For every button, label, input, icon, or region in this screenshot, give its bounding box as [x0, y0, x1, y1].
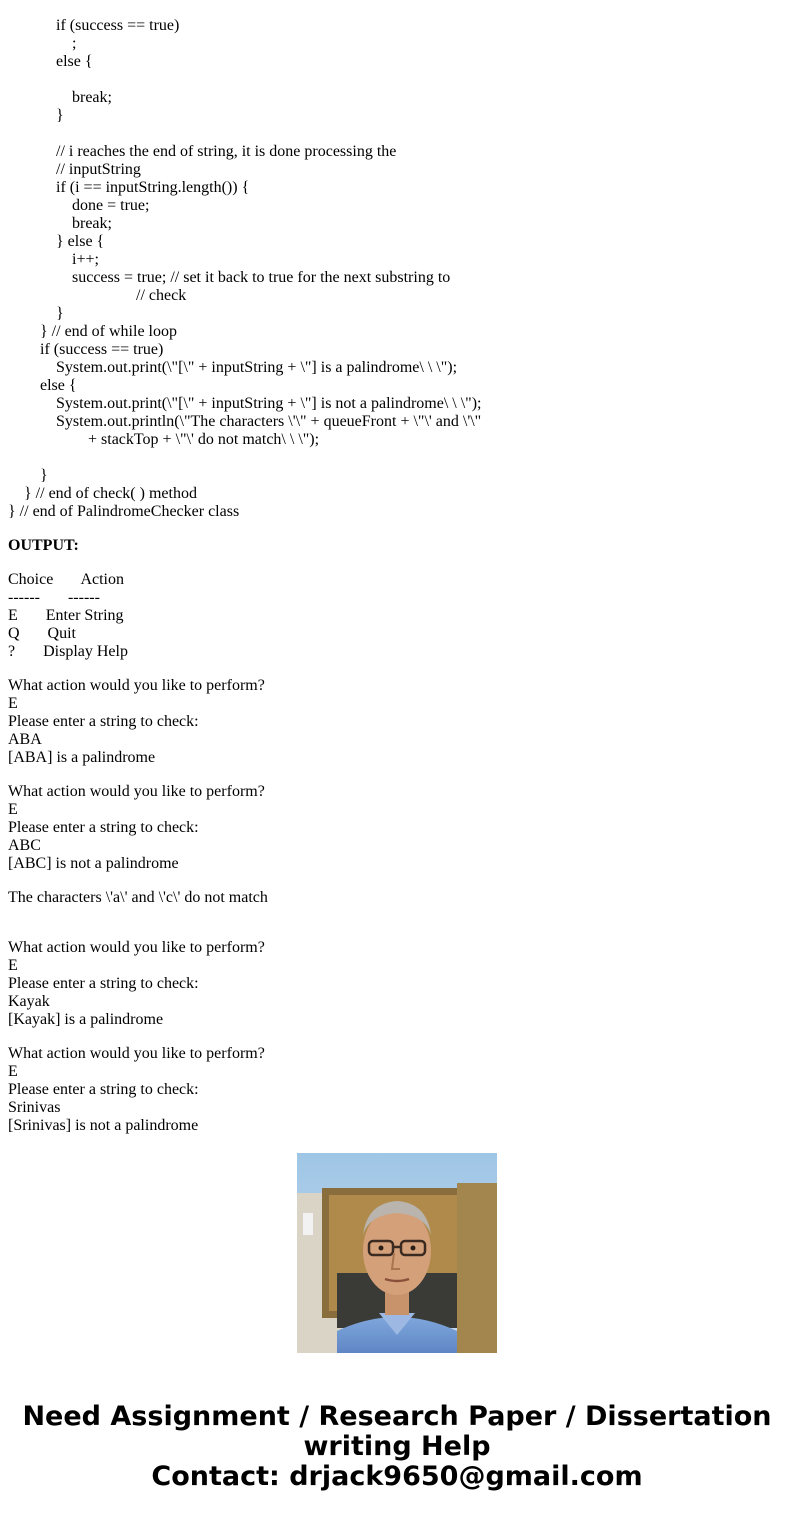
code-line: } — [56, 305, 64, 322]
code-line: i++; — [72, 251, 99, 268]
code-line: else { — [40, 377, 77, 394]
output-line: What action would you like to perform? — [8, 783, 265, 800]
code-line: // i reaches the end of string, it is done processing the — [56, 143, 397, 160]
code-line: // check — [136, 287, 187, 304]
output-line: E — [8, 801, 18, 818]
output-line: [ABC] is not a palindrome — [8, 855, 179, 872]
output-line: What action would you like to perform? — [8, 1045, 265, 1062]
code-line: } // end of while loop — [40, 323, 177, 340]
menu-row: Q Quit — [8, 625, 76, 642]
spacer — [8, 661, 788, 677]
menu-table — [8, 571, 788, 661]
menu-row: ? Display Help — [8, 643, 128, 660]
output-line: E — [8, 957, 18, 974]
code-line: System.out.print(\"[\" + inputString + \"] is a palindrome\ \ \"); — [56, 359, 458, 376]
code-line: // inputString — [56, 161, 141, 178]
code-line: } — [56, 107, 64, 124]
output-line: E — [8, 1063, 18, 1080]
code-line: success = true; // set it back to true for the next substring to — [72, 269, 451, 286]
code-line: } // end of PalindromeChecker class — [8, 503, 240, 520]
spacer — [8, 767, 788, 783]
output-session — [8, 939, 788, 1029]
code-line: } // end of check( ) method — [24, 485, 197, 502]
output-line: ABC — [8, 837, 41, 854]
promo-line-1: Need Assignment / Research Paper / Dissertation — [22, 1401, 772, 1432]
output-line: [ABA] is a palindrome — [8, 749, 156, 766]
output-heading: OUTPUT: — [8, 537, 79, 554]
document-body — [8, 17, 788, 1134]
code-line — [8, 71, 788, 89]
code-line: ; — [72, 35, 77, 52]
code-line: if (success == true) — [56, 17, 180, 34]
output-line: What action would you like to perform? — [8, 677, 265, 694]
output-line: E — [8, 695, 18, 712]
output-line: Please enter a string to check: — [8, 975, 199, 992]
spacer — [8, 1029, 788, 1045]
code-line: done = true; — [72, 197, 150, 214]
output-session — [8, 889, 788, 907]
output-session — [8, 783, 788, 873]
portrait-photo — [297, 1153, 497, 1353]
output-session — [8, 1045, 788, 1135]
code-line: if (i == inputString.length()) { — [56, 179, 250, 196]
output-session — [8, 677, 788, 767]
code-block — [8, 17, 788, 521]
promo-banner — [0, 1402, 794, 1492]
code-line: else { — [56, 53, 93, 70]
output-line: [Kayak] is a palindrome — [8, 1011, 164, 1028]
code-line: break; — [72, 89, 112, 106]
output-line: Please enter a string to check: — [8, 819, 199, 836]
promo-contact: Contact: drjack9650@gmail.com — [151, 1461, 643, 1492]
code-line — [8, 449, 788, 467]
code-line: + stackTop + \"\' do not match\ \ \"); — [88, 431, 320, 448]
output-sessions — [8, 661, 788, 1135]
output-line: Kayak — [8, 993, 50, 1010]
output-line: [Srinivas] is not a palindrome — [8, 1117, 199, 1134]
output-line: ABA — [8, 731, 42, 748]
spacer — [8, 923, 788, 939]
author-avatar — [297, 1153, 497, 1353]
menu-row: ------ ------ — [8, 589, 100, 606]
code-line: if (success == true) — [40, 341, 164, 358]
spacer — [8, 555, 788, 571]
output-line: Srinivas — [8, 1099, 61, 1116]
output-line: What action would you like to perform? — [8, 939, 265, 956]
menu-row: E Enter String — [8, 607, 124, 624]
output-line: Please enter a string to check: — [8, 713, 199, 730]
code-line — [8, 125, 788, 143]
code-line: } — [40, 467, 48, 484]
spacer — [8, 907, 788, 923]
code-line: System.out.println(\"The characters \'\" + queueFront + \"\' and \'\" — [56, 413, 482, 430]
output-line: Please enter a string to check: — [8, 1081, 199, 1098]
code-line: } else { — [56, 233, 105, 250]
promo-line-2: writing Help — [303, 1431, 491, 1462]
output-line: The characters \'a\' and \'c\' do not match — [8, 889, 268, 906]
code-line: break; — [72, 215, 112, 232]
menu-row: Choice Action — [8, 571, 124, 588]
spacer — [8, 873, 788, 889]
code-line: System.out.print(\"[\" + inputString + \"] is not a palindrome\ \ \"); — [56, 395, 482, 412]
